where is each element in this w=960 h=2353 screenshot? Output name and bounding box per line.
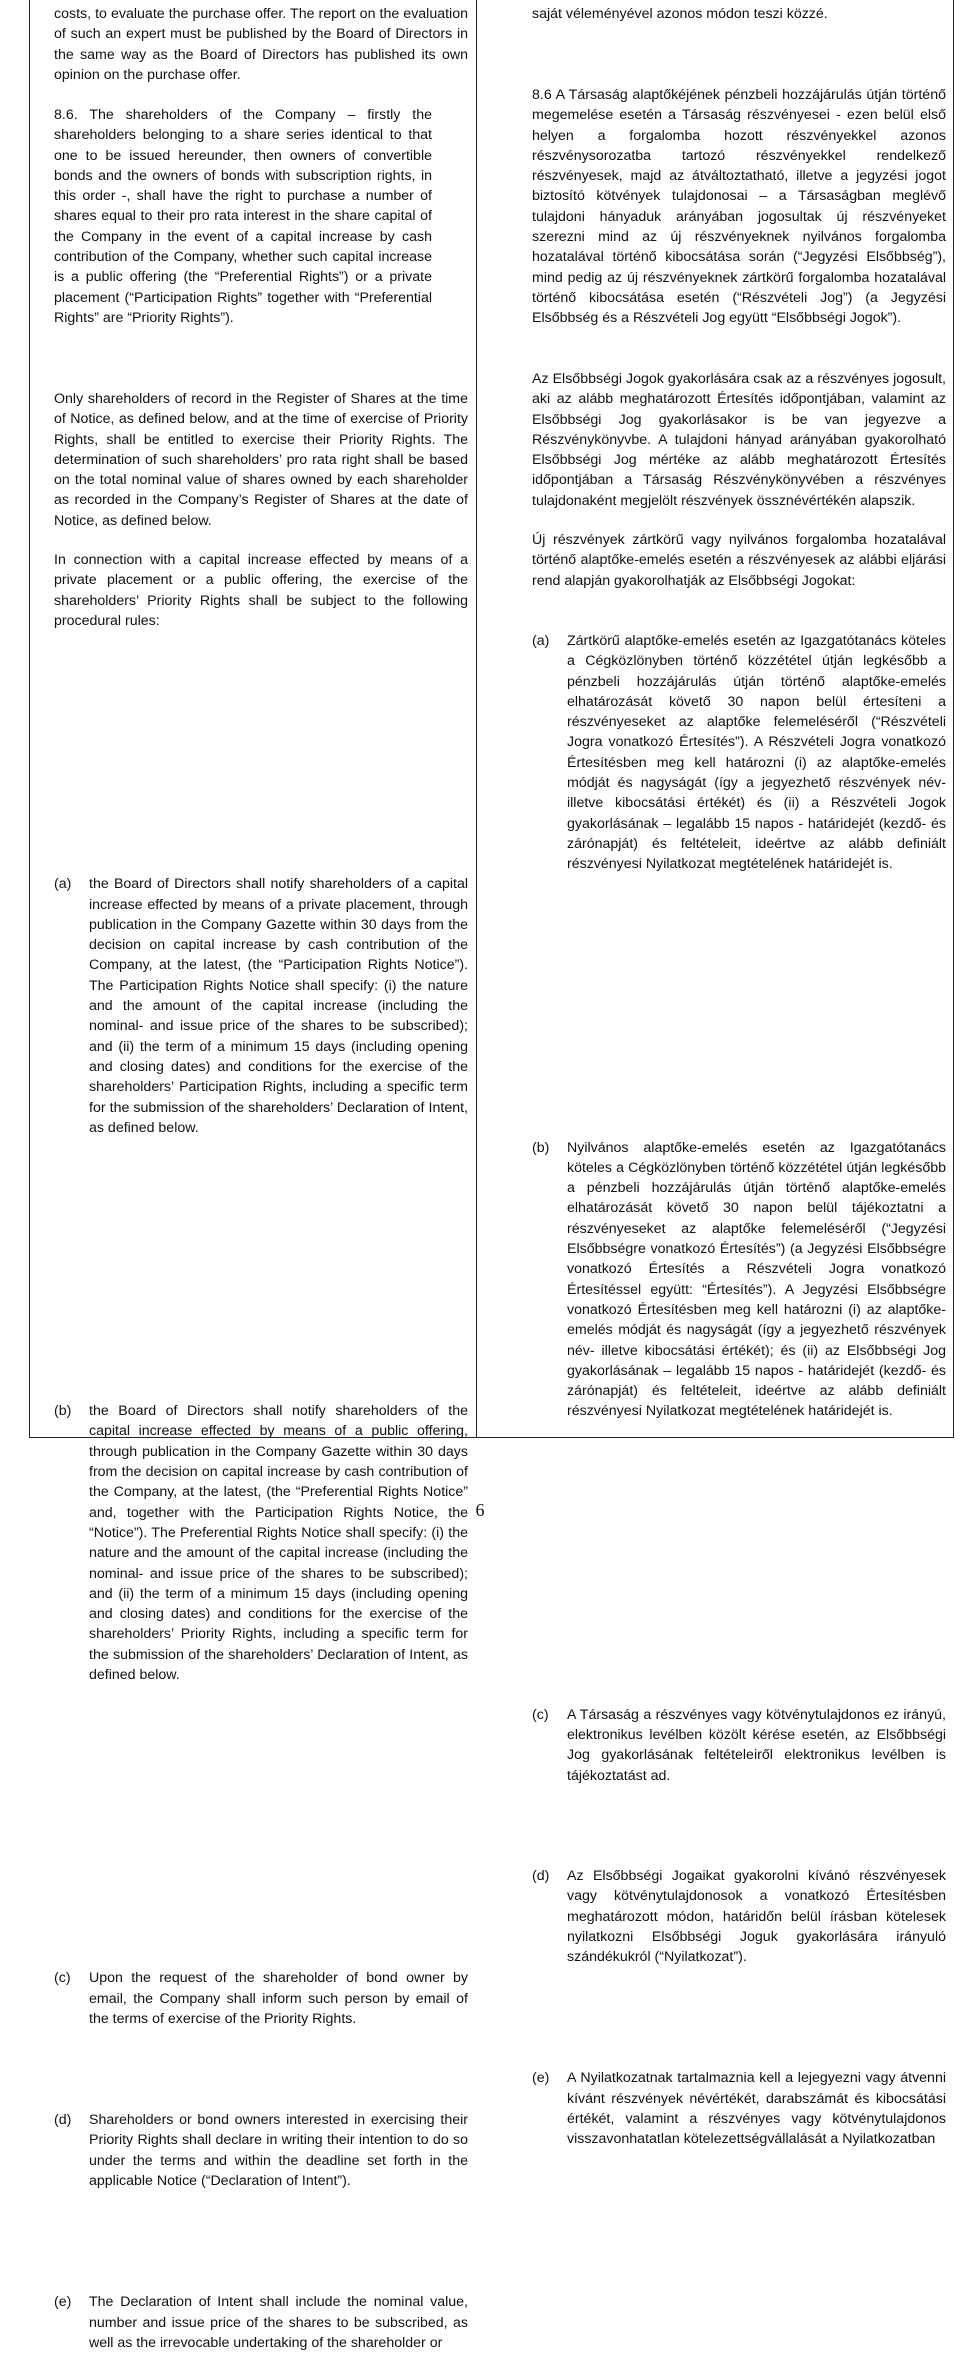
list-label: (e) [54, 2294, 72, 2311]
list-text: Shareholders or bond owners interested in exercising their Priority Rights shall declare in writing their intention to do so under the terms and within the deadline set forth in the applicable Notice (“Declaration of Intent”). [89, 2112, 468, 2190]
list-label: (c) [532, 1706, 549, 1723]
right-paragraph-only-shareholders: Az Elsőbbségi Jogok gyakorlására csak az a részvényes jogosult, aki az alább meghatározott Értesítés időpontjában, valamint az Elsőbbségi Jog gyakorlásakor is be van jegyezve a Részvénykönyvbe. A tulajdoni hányad arányában gyakorolható Elsőbbségi Jog mértéke az alább meghatározott Értesítés időpontjában a Társaság Részvénykönyvében a részvényes tulajdonaként megjelölt részvények össznévértékén alapszik. [532, 371, 946, 509]
right-list-item-b [532, 1138, 946, 1422]
left-list-item-b [54, 1401, 468, 1685]
list-text: the Board of Directors shall notify shareholders of the capital increase effected by means of a public offering, through publication in the Company Gazette within 30 days from the decision on capital increase by cash contribution of the Company, at the latest, (the “Preferential Rights Notice” and, together with the Participation Rights Notice, the “Notice”). The Preferential Rights Notice shall specify: (i) the nature and the amount of the capital increase (including the nominal- and issue price of the shares to be subscribed); and (ii) the term of a minimum 15 days (including opening and closing dates) and conditions for the exercise of the shareholders’ Priority Rights, including a specific term for the submission of the shareholders’ Declaration of Intent, as defined below. [89, 1403, 468, 1683]
right-section-8-6 [532, 85, 946, 329]
right-list-item-c [532, 1705, 946, 1786]
left-paragraph-procedural-rules: In connection with a capital increase effected by means of a private placement or a public offering, the exercise of the shareholders’ Priority Rights shall be subject to the following procedural rules: [54, 552, 468, 629]
right-paragraph-procedural-rules: Új részvények zártkörű vagy nyilvános forgalomba hozatalával történő alaptőke-emelés esetén a részvényesek az alábbi eljárási rend alapján gyakorolhatják az Elsőbbségi Jogokat: [532, 532, 946, 589]
left-list-item-d [54, 2110, 468, 2191]
list-label: (d) [54, 2112, 72, 2129]
left-list-item-c [54, 1968, 468, 2029]
list-text: Upon the request of the shareholder of bond owner by email, the Company shall inform such person by email of the terms of exercise of the Priority Rights. [89, 1970, 468, 2027]
page-number: 6 [475, 1500, 485, 1520]
list-label: (d) [532, 1867, 550, 1884]
right-list-item-d [532, 1866, 946, 1967]
left-section-8-6 [54, 105, 432, 328]
list-label: (a) [54, 876, 72, 893]
right-list-item-a [532, 631, 946, 875]
left-section-text: The shareholders of the Company – firstly the shareholders belonging to a share series identical to that one to be issued hereunder, then owners of convertible bonds and the owners of bonds with subscription rights, in this order -, shall have the right to purchase a number of shares equal to their pro rata interest in the share capital of the Company in the event of a capital increase by cash contribution of the Company, whether such capital increase is a public offering (the “Preferential Rights”) or a private placement (“Participation Rights” together with “Preferential Rights” are “Priority Rights”). [54, 107, 432, 326]
left-section-number: 8.6. [54, 107, 78, 123]
right-list-item-e [532, 2068, 946, 2149]
right-section-text: A Társaság alaptőkéjének pénzbeli hozzájárulás útján történő megemelése esetén a Társaság részvényesei - ezen belül első helyen a forgalomba hozott részvényekkel azonos részvénysorozatba tartozó részvényekkel rendelkező részvényesek, majd az átváltoztatható, illetve a jegyzési jogot biztosító kötvények tulajdonosai – a Társaságban meglévő tulajdoni hányaduk arányában jogosultak új részvényeket szerezni mind az új részvényeknek nyilvános forgalomba hozatalával történő kibocsátása során (“Jegyzési Elsőbbség”), mind pedig az új részvényeknek zártkörű forgalomba hozatalával történő kibocsátása esetén (“Részvételi Jog”) (a Jegyzési Elsőbbség és a Részvételi Jog együtt “Elsőbbségi Jogok”). [532, 87, 946, 327]
list-text: A Nyilatkozatnak tartalmaznia kell a lejegyezni vagy átvenni kívánt részvények névértékét, darabszámát és kibocsátási értékét, valamint a részvényes vagy kötvénytulajdonos visszavonhatatlan kötelezettségvállalását a Nyilatkozatban [567, 2070, 946, 2148]
left-paragraph-only-shareholders: Only shareholders of record in the Register of Shares at the time of Notice, as defined below, and at the time of exercise of Priority Rights, shall be entitled to exercise their Priority Rights. The determination of such shareholders’ pro rata right shall be based on the total nominal value of shares owned by each shareholder as recorded in the Company’s Register of Shares at the date of Notice, as defined below. [54, 391, 468, 529]
list-label: (c) [54, 1970, 71, 1987]
list-label: (b) [54, 1403, 72, 1420]
list-label: (e) [532, 2070, 550, 2087]
hungarian-column [532, 0, 946, 2148]
list-label: (b) [532, 1139, 550, 1156]
list-text: Nyilvános alaptőke-emelés esetén az Igazgatótanács köteles a Cégközlönyben történő közzététel útján legkésőbb a pénzbeli hozzájárulás útján történő alaptőke-emelés elhatározását követő 30 napon belül tájékoztatni a részvényeseket az alaptőke felemeléséről (“Jegyzési Elsőbbségre vonatkozó Értesítés”) (a Jegyzési Elsőbbségre vonatkozó Értesítés a Részvételi Jogra vonatkozó Értesítéssel együtt: “Értesítés”). A Jegyzési Elsőbbségre vonatkozó Értesítésben meg kell határozni (i) az alaptőke-emelés módját és nagyságát (így a jegyezhető részvények név- illetve kibocsátási értékét); és (ii) az Elsőbbségi Jog gyakorlásának – legalább 15 napos - határidejét (kezdő- és zárónapját) és feltételeit, ideértve az alább definiált részvényesi Nyilatkozat megtételének határidejét is. [567, 1139, 946, 1420]
left-list-item-a [54, 874, 468, 1138]
list-text: the Board of Directors shall notify shareholders of a capital increase effected by means of a private placement, through publication in the Company Gazette within 30 days from the decision on capital increase by cash contribution of the Company, at the latest, (the “Participation Rights Notice”). The Participation Rights Notice shall specify: (i) the nature and the amount of the capital increase (including the nominal- and issue price of the shares to be subscribed); and (ii) the term of a minimum 15 days (including opening and closing dates) and conditions for the exercise of the shareholders’ Participation Rights, including a specific term for the submission of the shareholders’ Declaration of Intent, as defined below. [89, 876, 468, 1136]
list-text: Az Elsőbbségi Jogaikat gyakorolni kívánó részvényesek vagy kötvénytulajdonosok a vonatkozó Értesítésben meghatározott módon, határidőn belül írásban kötelesek nyilatkozni Elsőbbségi Joguk gyakorlására irányuló szándékukról (“Nyilatkozat”). [567, 1867, 946, 1966]
english-column [54, 0, 468, 2351]
list-text: A Társaság a részvényes vagy kötvénytulajdonos ez irányú, elektronikus levélben közölt kérése esetén, az Elsőbbségi Jog gyakorlásának feltételeiről elektronikus levélben is tájékoztatást ad. [567, 1706, 946, 1784]
column-divider [476, 0, 477, 1438]
list-text: Zártkörű alaptőke-emelés esetén az Igazgatótanács köteles a Cégközlönyben történő közzététel útján legkésőbb a pénzbeli hozzájárulás útján történő alaptőke-emelés elhatározását követő 30 napon belül értesíteni a részvényeseket az alaptőke felemeléséről (“Részvételi Jogra vonatkozó Értesítés”). A Részvételi Jogra vonatkozó Értesítésben meg kell határozni (i) az alaptőke-emelés módját és nagyságát (így a jegyezhető részvények név- illetve kibocsátási értékét) és (ii) a Részvételi Jogok gyakorlásának – legalább 15 napos - határidejét (kezdő- és zárónapját) és feltételeit, ideértve az alább definiált részvényesi Nyilatkozat megtételének határidejét is. [567, 633, 946, 873]
right-intro-paragraph: saját véleményével azonos módon teszi közzé. [532, 6, 828, 22]
left-intro-paragraph: costs, to evaluate the purchase offer. The report on the evaluation of such an expert must be published by the Board of Directors in the same way as the Board of Directors has published its own opinion on the purchase offer. [54, 6, 468, 83]
list-label: (a) [532, 633, 550, 649]
right-section-number: 8.6 [532, 87, 552, 103]
list-text: The Declaration of Intent shall include the nominal value, number and issue price of the shares to be subscribed, as well as the irrevocable undertaking of the shareholder or [89, 2294, 468, 2351]
left-list-item-e [54, 2292, 468, 2353]
